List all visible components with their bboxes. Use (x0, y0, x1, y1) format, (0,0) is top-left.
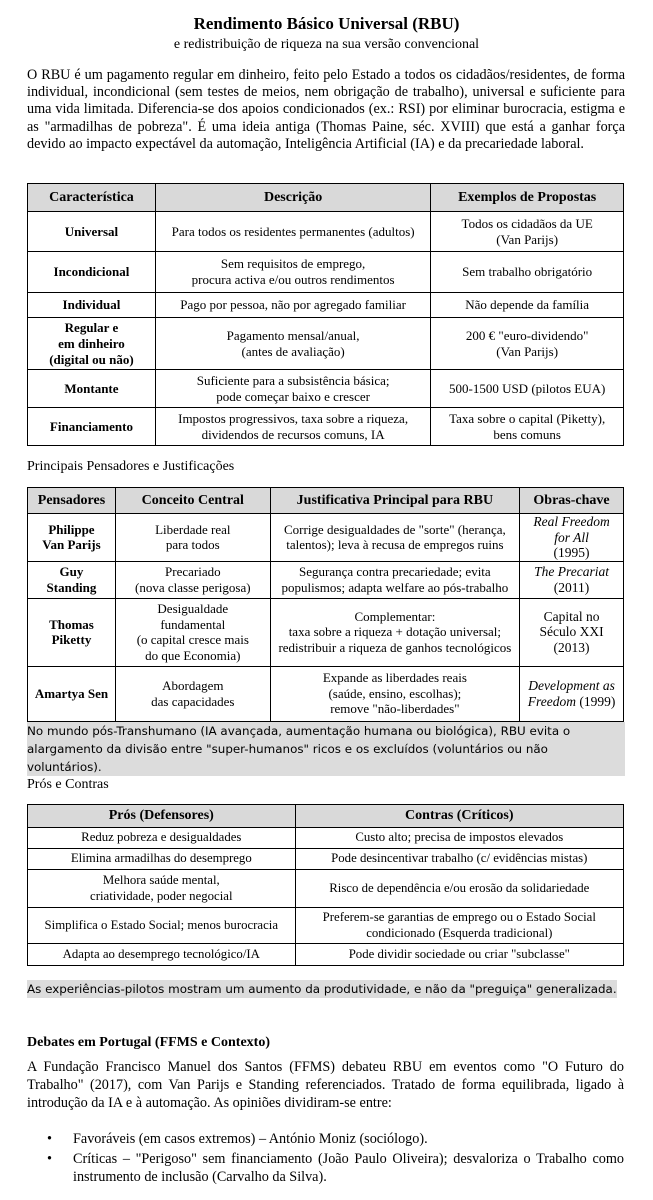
description-cell: Pagamento mensal/anual, (antes de avaliação) (155, 318, 430, 370)
col-header-exemplos: Exemplos de Propostas (431, 184, 624, 212)
thinkers-section-label: Principais Pensadores e Justificações (27, 459, 235, 474)
page-title: Rendimento Básico Universal (RBU) (193, 14, 460, 33)
characteristic-cell: Individual (28, 293, 156, 318)
example-cell: Taxa sobre o capital (Piketty), bens comuns (431, 408, 624, 446)
table-row (28, 212, 624, 252)
example-cell: 200 € "euro-dividendo" (Van Parijs) (431, 318, 624, 370)
pro-cell: Melhora saúde mental, criatividade, poder negocial (28, 870, 296, 908)
justification-cell: Complementar: taxa sobre a riqueza + dotação universal; redistribuir a riqueza de ganhos tecnológicos (270, 598, 519, 666)
work-year: Capital no Século XXI (2013) (539, 608, 604, 655)
table-row (28, 252, 624, 293)
table-row (28, 514, 624, 562)
table-row (28, 908, 624, 944)
characteristic-cell: Universal (28, 212, 156, 252)
characteristic-cell: Financiamento (28, 408, 156, 446)
list-item (27, 1130, 624, 1148)
work-cell (520, 514, 624, 562)
pro-cell: Simplifica o Estado Social; menos burocracia (28, 908, 296, 944)
work-title: The Precariat (534, 564, 609, 579)
col-header-obras: Obras-chave (520, 488, 624, 514)
table-row (28, 293, 624, 318)
con-cell: Preferem-se garantias de emprego ou o Estado Social condicionado (Esquerda tradicional) (295, 908, 623, 944)
table-row (28, 666, 624, 721)
table-row (28, 870, 624, 908)
list-item (27, 1150, 624, 1186)
pro-cell: Reduz pobreza e desigualdades (28, 828, 296, 849)
bullet-icon: • (47, 1131, 52, 1147)
justification-cell: Corrige desigualdades de "sorte" (herança, talentos); leva à recusa de empregos ruins (270, 514, 519, 562)
col-header-conceito: Conceito Central (115, 488, 270, 514)
con-cell: Risco de dependência e/ou erosão da solidariedade (295, 870, 623, 908)
example-cell: 500-1500 USD (pilotos EUA) (431, 370, 624, 408)
characteristics-table (27, 183, 624, 446)
table-row (28, 318, 624, 370)
table-row (28, 828, 624, 849)
col-header-descricao: Descrição (155, 184, 430, 212)
pros-section-label: Prós e Contras (27, 777, 109, 792)
table-row (28, 849, 624, 870)
pros-cons-table (27, 804, 624, 966)
list-item-text: Favoráveis (em casos extremos) – António Moniz (sociólogo). (73, 1131, 428, 1147)
work-title: Development as Freedom (527, 678, 615, 709)
work-year: (1999) (579, 693, 616, 709)
table-row (28, 598, 624, 666)
example-cell: Sem trabalho obrigatório (431, 252, 624, 293)
thinker-cell: Thomas Piketty (28, 598, 116, 666)
col-header-caracteristica: Característica (28, 184, 156, 212)
work-cell (520, 666, 624, 721)
transhuman-note: No mundo pós-Transhumano (IA avançada, aumentação humana ou biológica), RBU evita o alargamento da divisão entre "super-humanos" ricos e os excluídos (voluntários ou não voluntários). (27, 722, 625, 776)
thinker-cell: Amartya Sen (28, 666, 116, 721)
col-header-justificativa: Justificativa Principal para RBU (270, 488, 519, 514)
work-cell (520, 598, 624, 666)
thinker-cell: Philippe Van Parijs (28, 514, 116, 562)
con-cell: Pode desincentivar trabalho (c/ evidências mistas) (295, 849, 623, 870)
pilots-note: As experiências-pilotos mostram um aumento da produtividade, e não da "preguiça" generalizada. (27, 982, 617, 996)
thinker-cell: Guy Standing (28, 561, 116, 598)
table-row (28, 408, 624, 446)
work-year: (2011) (553, 579, 590, 595)
concept-cell: Abordagem das capacidades (115, 666, 270, 721)
intro-paragraph: O RBU é um pagamento regular em dinheiro, feito pelo Estado a todos os cidadãos/residentes, de forma individual, incondicional (sem testes de meios, nem obrigação de trabalho), universal e suficiente para uma vida limitada. Diferencia-se dos apoios condicionados (ex.: RSI) por eliminar burocracia, estigma e as "armadilhas de pobreza". É uma ideia antiga (Thomas Paine, séc. XVIII) que está a ganhar força devido ao impacto expectável da automação, Inteligência Artificial (IA) e da precariedade laboral. (27, 67, 625, 152)
pro-cell: Elimina armadilhas do desemprego (28, 849, 296, 870)
col-header-pensadores: Pensadores (28, 488, 116, 514)
concept-cell: Liberdade real para todos (115, 514, 270, 562)
table-row (28, 561, 624, 598)
justification-cell: Expande as liberdades reais (saúde, ensino, escolhas); remove "não-liberdades" (270, 666, 519, 721)
debates-list (27, 1130, 624, 1188)
page-subtitle: e redistribuição de riqueza na sua versão convencional (173, 37, 480, 52)
debates-paragraph: A Fundação Francisco Manuel dos Santos (FFMS) debateu RBU em eventos como "O Futuro do Trabalho" (2017), com Van Parijs e Standing referenciados. Tratado de forma equilibrada, ligado à introdução da IA e à automação. As opiniões dividiram-se entre: (27, 1059, 624, 1111)
list-item-text: Críticas – "Perigoso" sem financiamento (João Paulo Oliveira); desvaloriza o Trabalho como instrumento de inclusão (Carvalho da Silva). (73, 1151, 624, 1185)
justification-cell: Segurança contra precariedade; evita populismos; adapta welfare ao pós-trabalho (270, 561, 519, 598)
con-cell: Pode dividir sociedade ou criar "subclasse" (295, 944, 623, 966)
concept-cell: Precariado (nova classe perigosa) (115, 561, 270, 598)
con-cell: Custo alto; precisa de impostos elevados (295, 828, 623, 849)
col-header-pros: Prós (Defensores) (28, 805, 296, 828)
work-title: Real Freedom for All (533, 514, 610, 545)
description-cell: Sem requisitos de emprego, procura activa e/ou outros rendimentos (155, 252, 430, 293)
characteristic-cell: Incondicional (28, 252, 156, 293)
bullet-icon: • (47, 1151, 52, 1167)
example-cell: Não depende da família (431, 293, 624, 318)
pro-cell: Adapta ao desemprego tecnológico/IA (28, 944, 296, 966)
characteristic-cell: Regular e em dinheiro (digital ou não) (28, 318, 156, 370)
concept-cell: Desigualdade fundamental (o capital cresce mais do que Economia) (115, 598, 270, 666)
description-cell: Suficiente para a subsistência básica; pode começar baixo e crescer (155, 370, 430, 408)
debates-heading: Debates em Portugal (FFMS e Contexto) (27, 1035, 270, 1050)
characteristic-cell: Montante (28, 370, 156, 408)
table-row (28, 370, 624, 408)
thinkers-table (27, 487, 624, 722)
work-year: (1995) (553, 545, 590, 560)
work-cell (520, 561, 624, 598)
col-header-contras: Contras (Críticos) (295, 805, 623, 828)
description-cell: Pago por pessoa, não por agregado familiar (155, 293, 430, 318)
example-cell: Todos os cidadãos da UE (Van Parijs) (431, 212, 624, 252)
description-cell: Para todos os residentes permanentes (adultos) (155, 212, 430, 252)
description-cell: Impostos progressivos, taxa sobre a riqueza, dividendos de recursos comuns, IA (155, 408, 430, 446)
table-row (28, 944, 624, 966)
